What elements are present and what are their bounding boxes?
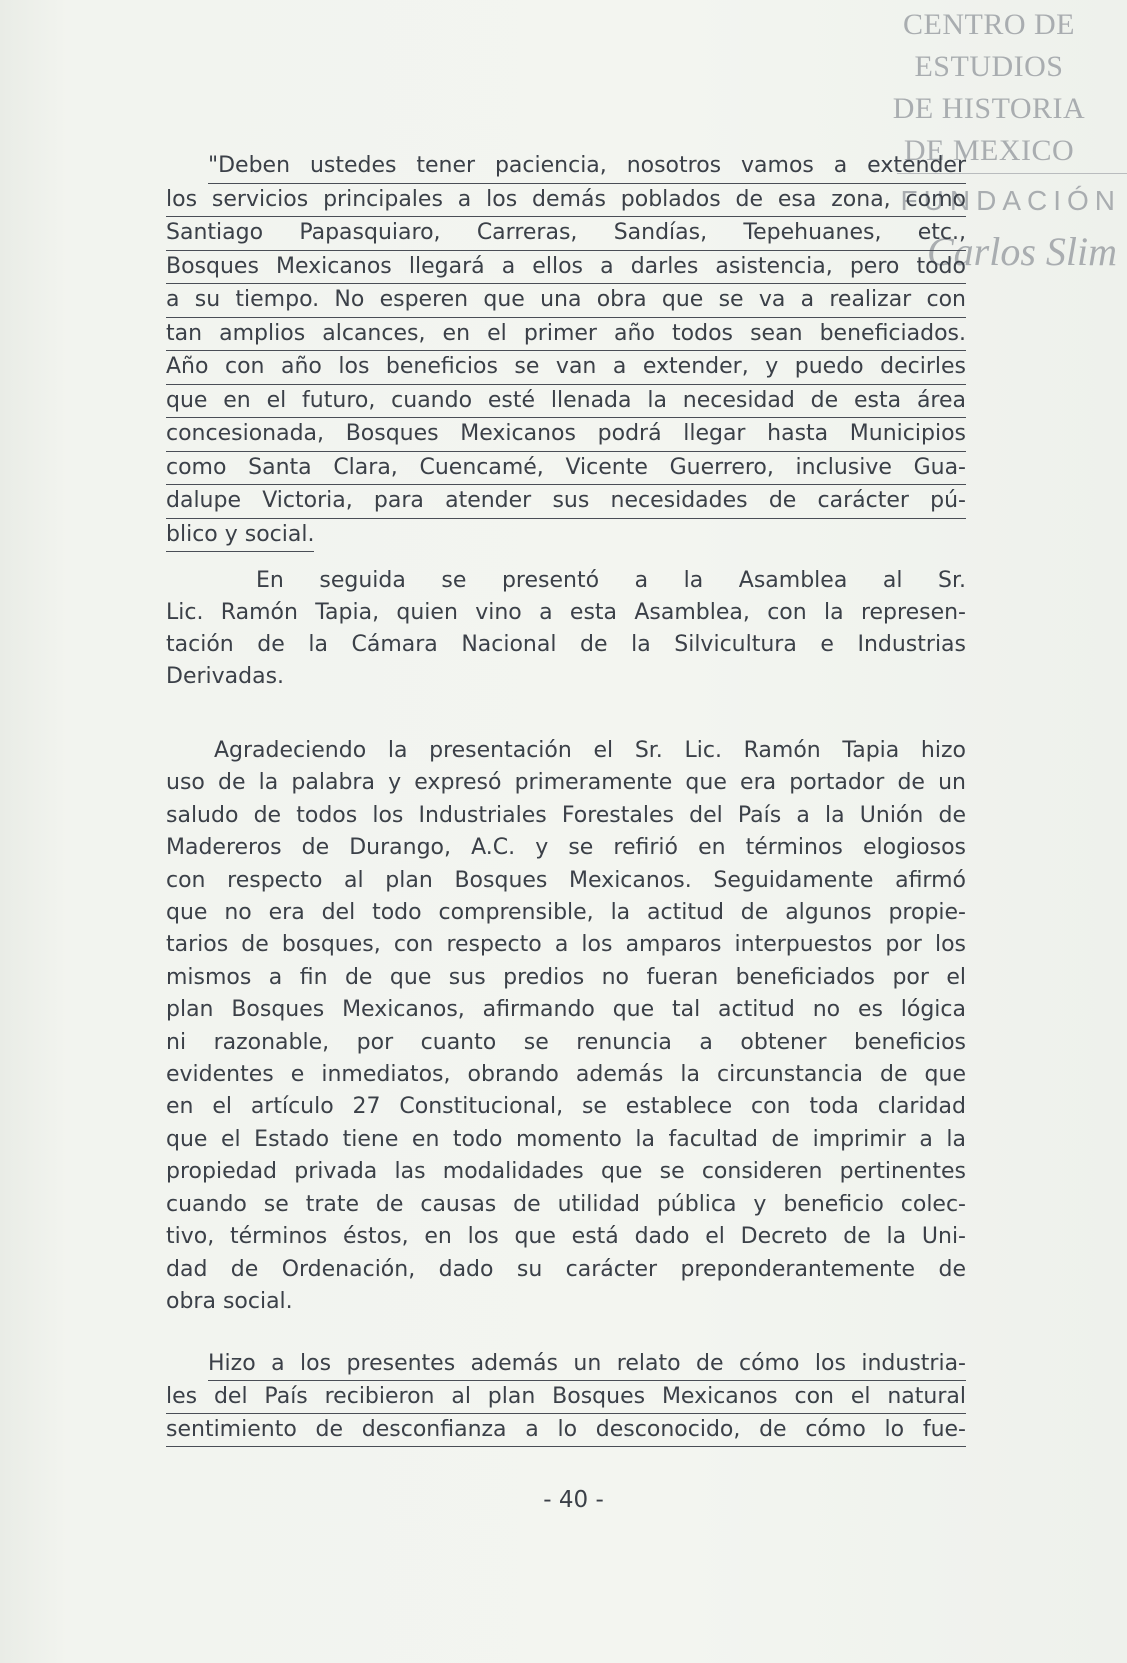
- text-line: dad de Ordenación, dado su carácter preponderantemente de: [166, 1256, 966, 1282]
- text-line: evidentes e inmediatos, obrando además la circunstancia de que: [166, 1062, 966, 1088]
- text-line: ni razonable, por cuanto se renuncia a obtener beneficios: [166, 1029, 966, 1055]
- page-number: - 40 -: [543, 1487, 604, 1513]
- text-line: "Deben ustedes tener paciencia, nosotros vamos a extender: [208, 150, 966, 184]
- paragraph-presentation: [166, 565, 966, 693]
- watermark-line: DE HISTORIA: [892, 92, 1086, 125]
- text-line: mismos a fin de que sus predios no fueran beneficiados por el: [166, 964, 966, 990]
- text-line: les del País recibieron al plan Bosques Mexicanos con el natural: [166, 1381, 966, 1414]
- watermark-foundation: FUNDACIÓN: [900, 185, 1121, 216]
- text-line: cuando se trate de causas de utilidad pública y beneficio colec-: [166, 1191, 966, 1217]
- text-line: Derivadas.: [166, 664, 285, 689]
- text-line: tan amplios alcances, en el primer año todos sean beneficiados.: [166, 318, 966, 352]
- text-line: en el artículo 27 Constitucional, se establece con toda claridad: [166, 1094, 966, 1120]
- watermark-line: DE MEXICO: [903, 134, 1075, 167]
- text-line: En seguida se presentó a la Asamblea al Sr.: [256, 568, 966, 593]
- paragraph-speech: [166, 735, 966, 1318]
- text-line: Lic. Ramón Tapia, quien vino a esta Asamblea, con la represen-: [166, 600, 966, 625]
- text-line: con respecto al plan Bosques Mexicanos. Seguidamente afirmó: [166, 867, 966, 893]
- watermark-signature: Carlos Slim: [926, 229, 1117, 274]
- text-line: concesionada, Bosques Mexicanos podrá llegar hasta Municipios: [166, 418, 966, 452]
- text-line: tivo, términos éstos, en los que está dado el Decreto de la Uni-: [166, 1224, 966, 1250]
- text-line: obra social.: [166, 1288, 293, 1314]
- text-line: que en el futuro, cuando esté llenada la necesidad de esta área: [166, 385, 966, 419]
- text-line: propiedad privada las modalidades que se consideren pertinentes: [166, 1159, 966, 1185]
- paragraph-account: [166, 1348, 966, 1447]
- text-line: Agradeciendo la presentación el Sr. Lic. Ramón Tapia hizo: [214, 738, 966, 763]
- text-line: uso de la palabra y expresó primeramente que era portador de un: [166, 770, 966, 796]
- watermark-line: CENTRO DE: [903, 8, 1075, 41]
- text-line: Madereros de Durango, A.C. y se refirió en términos elogiosos: [166, 835, 966, 861]
- text-line: saludo de todos los Industriales Forestales del País a la Unión de: [166, 802, 966, 828]
- archive-watermark: [869, 4, 1109, 172]
- text-line: dalupe Victoria, para atender sus necesidades de carácter pú-: [166, 485, 966, 519]
- text-line: Hizo a los presentes además un relato de cómo los industria-: [208, 1348, 966, 1381]
- text-line: Santiago Papasquiaro, Carreras, Sandías, Tepehuanes, etc.,: [166, 217, 966, 251]
- watermark-line: ESTUDIOS: [914, 50, 1064, 83]
- text-line: tarios de bosques, con respecto a los amparos interpuestos por los: [166, 932, 966, 958]
- text-line: sentimiento de desconfianza a lo desconocido, de cómo lo fue-: [166, 1414, 966, 1447]
- text-line: como Santa Clara, Cuencamé, Vicente Guerrero, inclusive Gua-: [166, 452, 966, 486]
- text-line: Año con año los beneficios se van a extender, y puedo decirles: [166, 351, 966, 385]
- text-line: tación de la Cámara Nacional de la Silvicultura e Industrias: [166, 632, 966, 657]
- text-line: Bosques Mexicanos llegará a ellos a darles asistencia, pero todo: [166, 251, 966, 285]
- text-line: blico y social.: [166, 519, 314, 553]
- text-line: a su tiempo. No esperen que una obra que se va a realizar con: [166, 284, 966, 318]
- paragraph-quote: [166, 150, 966, 552]
- text-line: que no era del todo comprensible, la actitud de algunos propie-: [166, 900, 966, 926]
- text-line: los servicios principales a los demás poblados de esa zona, como: [166, 184, 966, 218]
- text-line: plan Bosques Mexicanos, afirmando que tal actitud no es lógica: [166, 997, 966, 1023]
- text-line: que el Estado tiene en todo momento la facultad de imprimir a la: [166, 1126, 966, 1152]
